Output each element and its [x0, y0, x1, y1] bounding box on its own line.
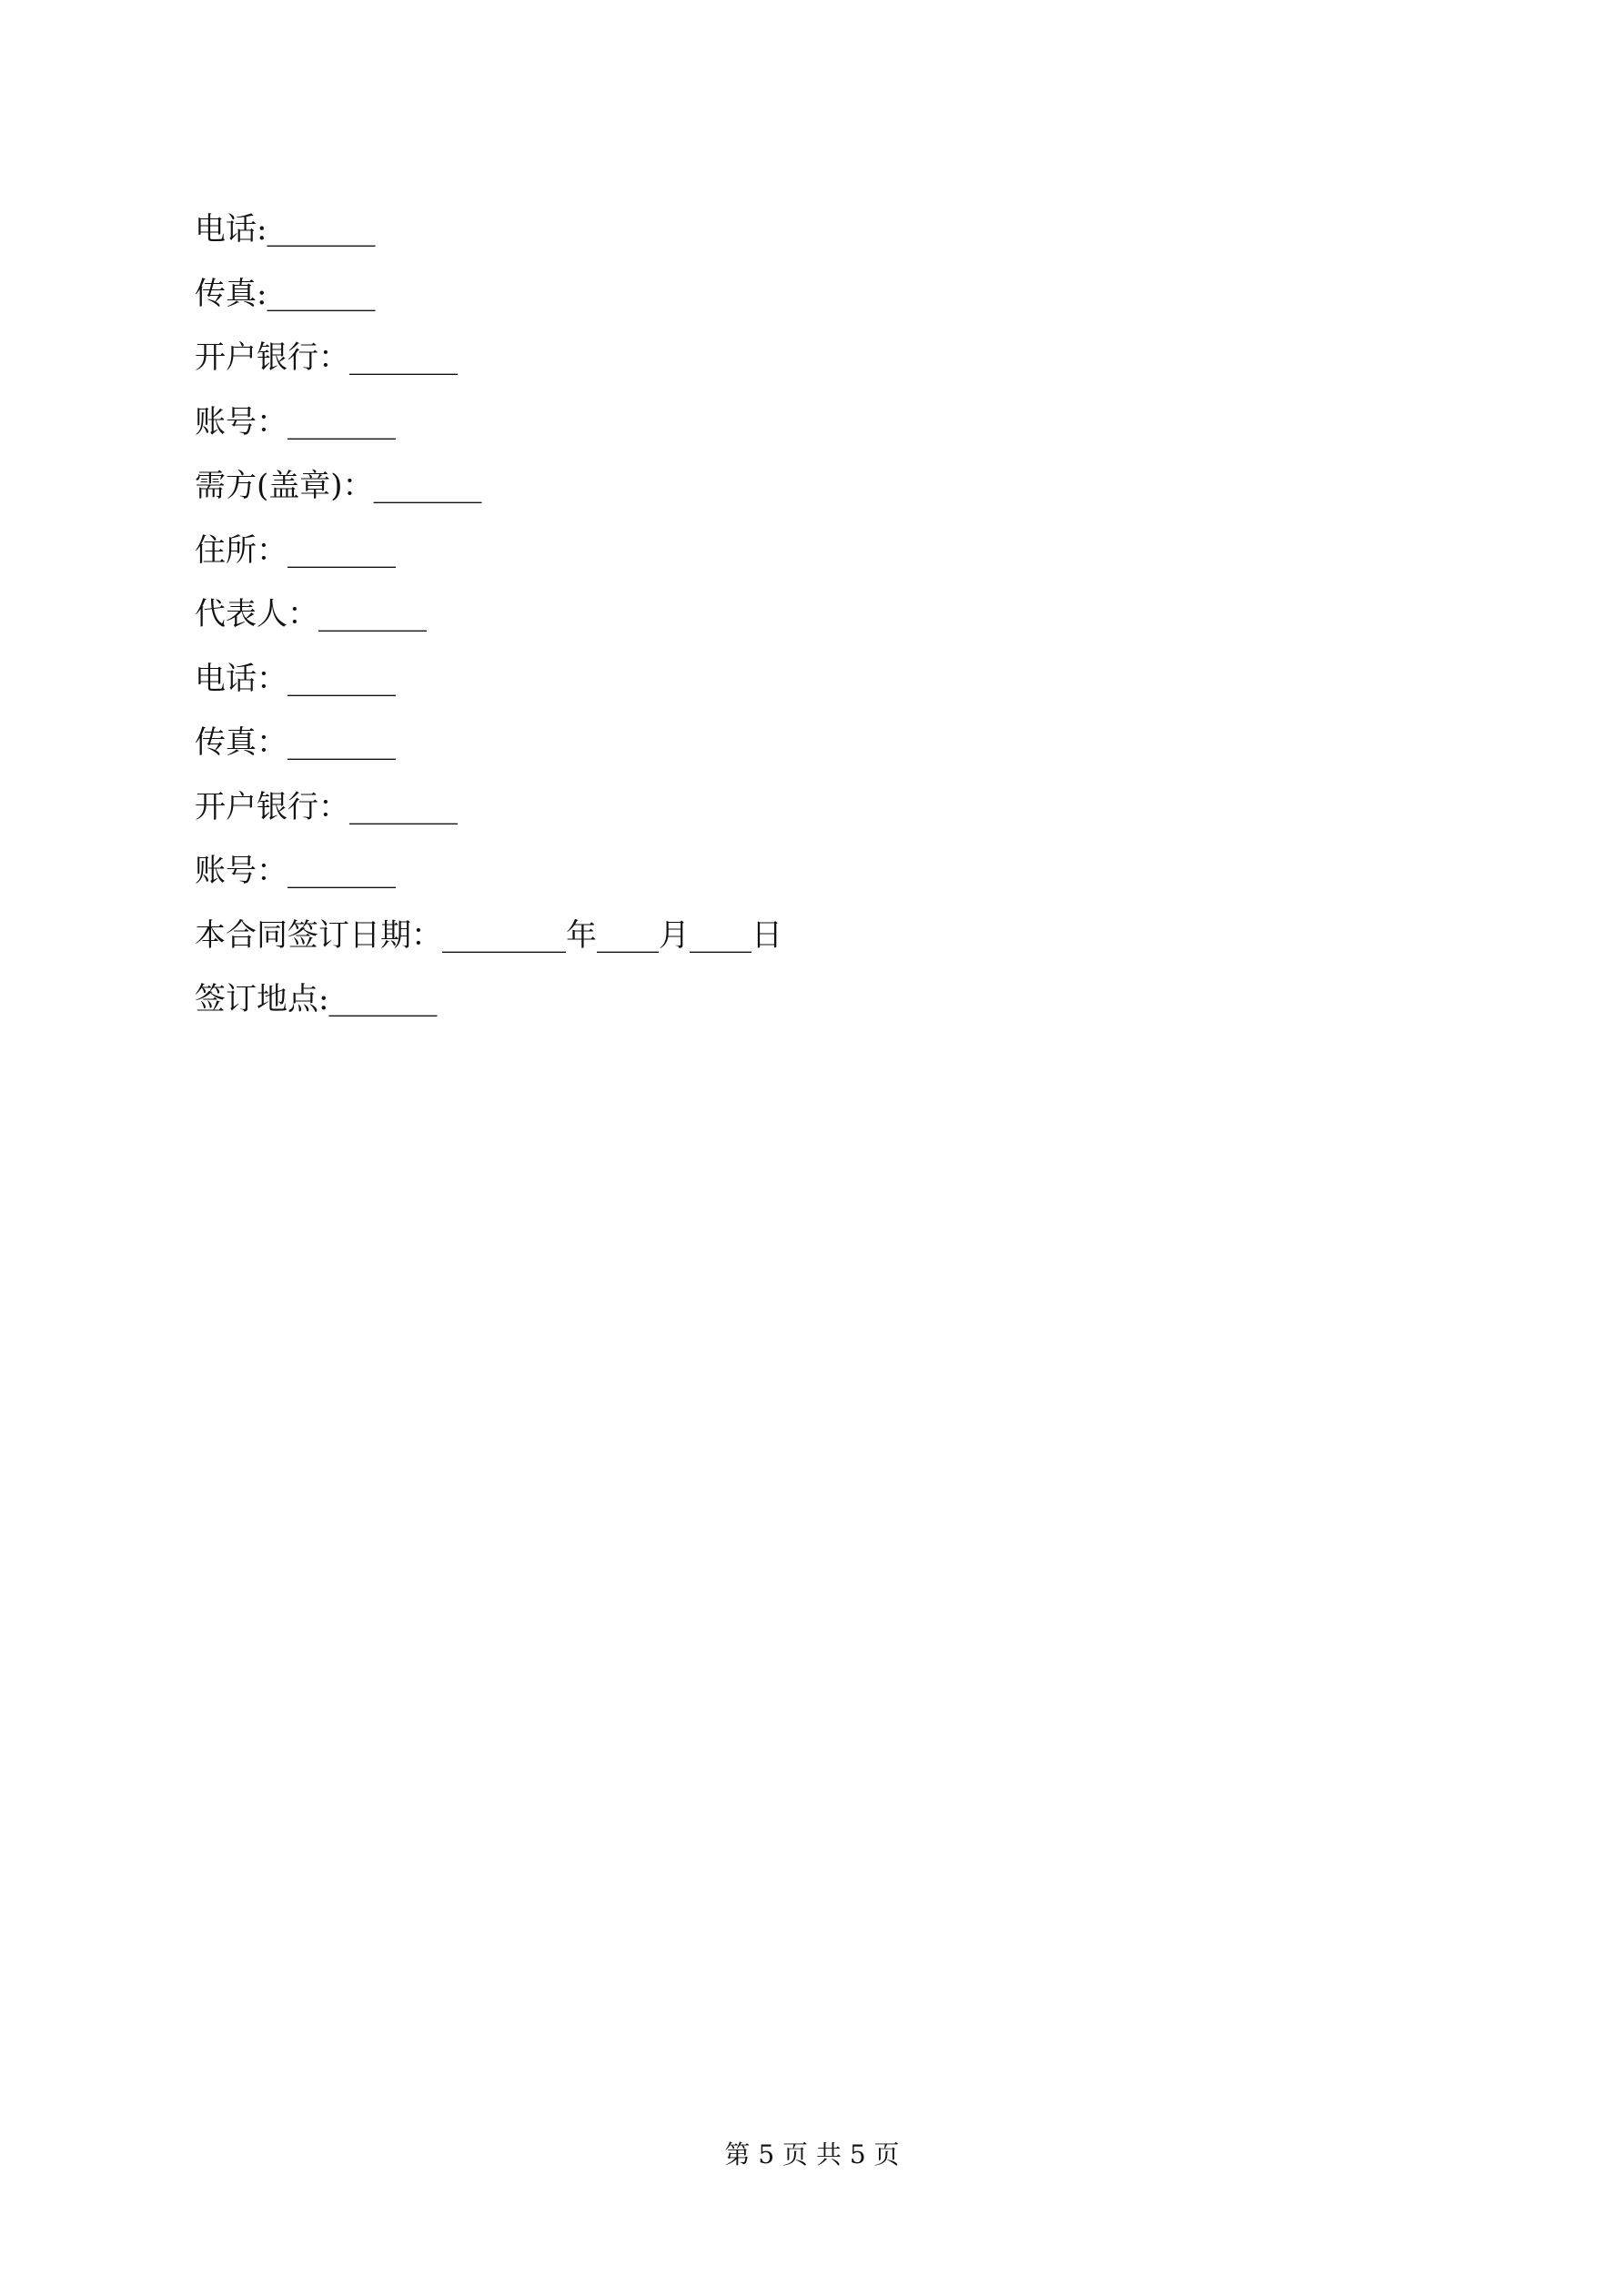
buyer-fax-line: 传真：_______ — [195, 724, 396, 761]
supplier-account-line: 账号：_______ — [195, 403, 396, 440]
buyer-address-line: 住所：_______ — [195, 531, 396, 569]
page-number-footer: 第 5 页 共 5 页 — [724, 2139, 900, 2170]
supplier-bank-line: 开户银行：_______ — [195, 339, 458, 376]
supplier-phone-line: 电话:_______ — [195, 211, 376, 248]
buyer-bank-line: 开户银行：_______ — [195, 788, 458, 825]
buyer-account-line: 账号：_______ — [195, 853, 396, 889]
buyer-seal-line: 需方(盖章)：_______ — [195, 468, 482, 504]
supplier-fax-line: 传真:_______ — [195, 275, 376, 312]
contract-date-line: 本合同签订日期：________年____月____日 — [195, 916, 782, 954]
buyer-representative-line: 代表人：_______ — [195, 596, 427, 632]
contract-signature-block — [195, 202, 1377, 1037]
signing-place-line: 签订地点:_______ — [195, 981, 438, 1017]
buyer-phone-line: 电话：_______ — [195, 660, 396, 697]
